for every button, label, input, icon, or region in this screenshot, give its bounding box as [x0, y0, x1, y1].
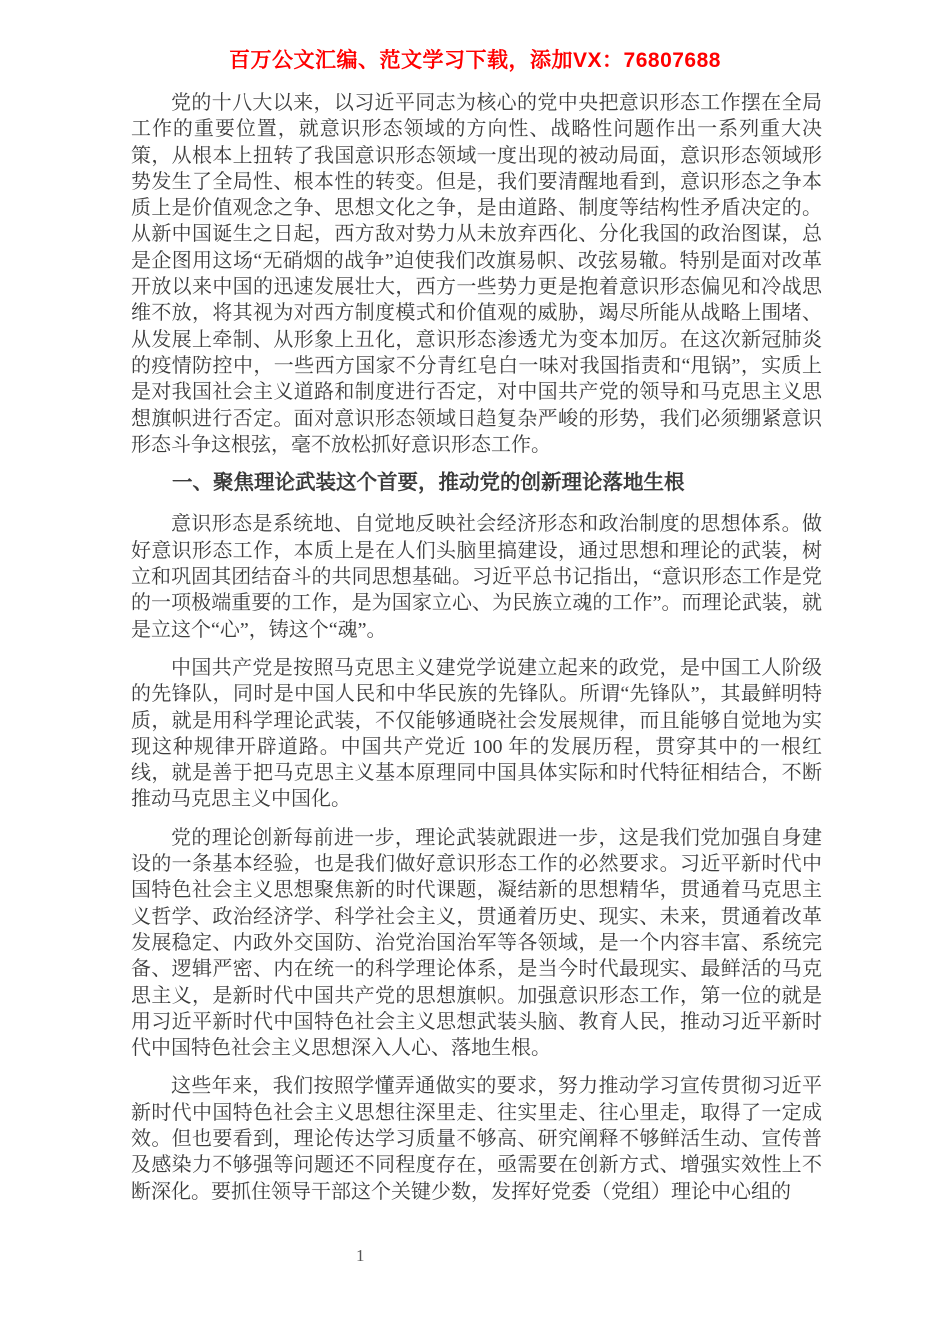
paragraph-recent-years: 这些年来，我们按照学懂弄通做实的要求，努力推动学习宣传贯彻习近平新时代中国特色社会主义思想往深里走、往实里走、往心里走，取得了一定成效。但也要看到，理论传达学习质量不够高、研究阐释不够鲜活生动、宣传普及感染力不够强等问题还不同程度存在，亟需要在创新方式、增强实效性上不断深化。要抓住领导干部这个关键少数，发挥好党委（党组）理论中心组的	[131, 1075, 822, 1203]
section-heading-1: 一、聚焦理论武装这个首要，推动党的创新理论落地生根	[172, 471, 685, 495]
paragraph-theory-innovation: 党的理论创新每前进一步，理论武装就跟进一步，这是我们党加强自身建设的一条基本经验，也是我们做好意识形态工作的必然要求。习近平新时代中国特色社会主义思想聚焦新的时代课题，凝结新的思想精华，贯通着马克思主义哲学、政治经济学、科学社会主义，贯通着历史、现实、未来，贯通着改革发展稳定、内政外交国防、治党治国治军等各领域，是一个内容丰富、系统完备、逻辑严密、内在统一的科学理论体系，是当今时代最现实、最鲜活的马克思主义，是新时代中国共产党的思想旗帜。加强意识形态工作，第一位的就是用习近平新时代中国特色社会主义思想武装头脑、教育人民，推动习近平新时代中国特色社会主义思想深入人心、落地生根。	[131, 826, 822, 1060]
page-number: 1	[356, 1246, 365, 1265]
paragraph-party-vanguard: 中国共产党是按照马克思主义建党学说建立起来的政党，是中国工人阶级的先锋队，同时是中国人民和中华民族的先锋队。所谓“先锋队”，其最鲜明特质，就是用科学理论武装，不仅能够通晓社会发展规律，而且能够自觉地为实现这种规律开辟道路。中国共产党近 100 年的发展历程，贯穿其中的一根红线，就是善于把马克思主义基本原理同中国具体实际和时代特征相结合，不断推动马克思主义中国化。	[131, 656, 822, 811]
document-body	[131, 90, 822, 1217]
promo-header-text: 百万公文汇编、范文学习下载，添加VX：76807688	[229, 49, 721, 72]
paragraph-intro: 党的十八大以来，以习近平同志为核心的党中央把意识形态工作摆在全局工作的重要位置，就意识形态领域的方向性、战略性问题作出一系列重大决策，从根本上扭转了我国意识形态领域一度出现的被动局面，意识形态领域形势发生了全局性、根本性的转变。但是，我们要清醒地看到，意识形态之争本质上是价值观念之争、思想文化之争，是由道路、制度等结构性矛盾决定的。从新中国诞生之日起，西方敌对势力从未放弃西化、分化我国的政治图谋，总是企图用这场“无硝烟的战争”迫使我们改旗易帜、改弦易辙。特别是面对改革开放以来中国的迅速发展壮大，西方一些势力更是抱着意识形态偏见和冷战思维不放，将其视为对西方制度模式和价值观的威胁，竭尽所能从战略上围堵、从发展上牵制、从形象上丑化，意识形态渗透尤为变本加厉。在这次新冠肺炎的疫情防控中，一些西方国家不分青红皂白一味对我国指责和“甩锅”，实质上是对我国社会主义道路和制度进行否定，对中国共产党的领导和马克思主义思想旗帜进行否定。面对意识形态领域日趋复杂严峻的形势，我们必须绷紧意识形态斗争这根弦，毫不放松抓好意识形态工作。	[131, 92, 822, 456]
paragraph-ideology-definition: 意识形态是系统地、自觉地反映社会经济形态和政治制度的思想体系。做好意识形态工作，本质上是在人们头脑里搞建设，通过思想和理论的武装，树立和巩固其团结奋斗的共同思想基础。习近平总书记指出，“意识形态工作是党的一项极端重要的工作，是为国家立心、为民族立魂的工作”。而理论武装，就是立这个“心”，铸这个“魂”。	[131, 513, 822, 641]
